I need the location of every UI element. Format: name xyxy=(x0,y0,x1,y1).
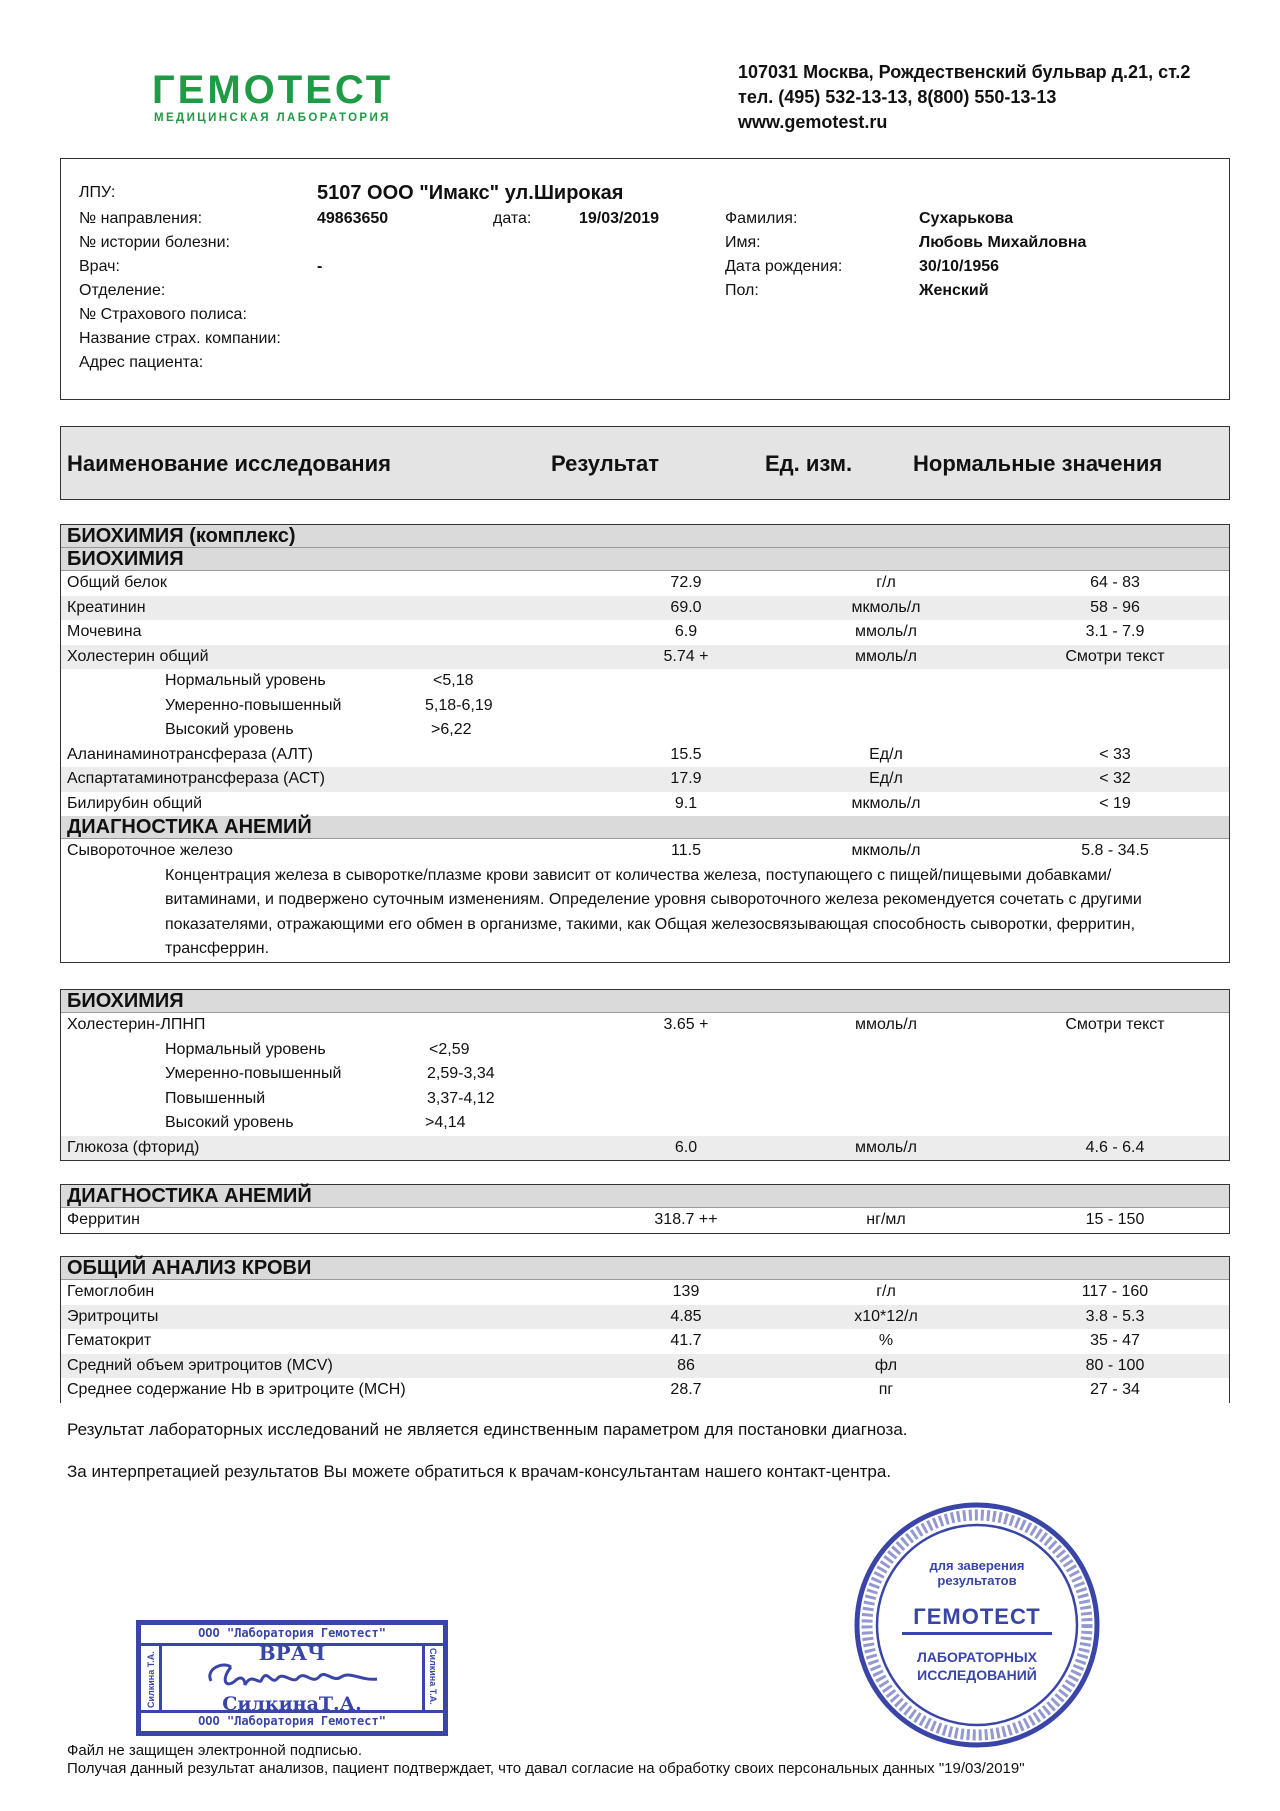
test-unit: г/л xyxy=(876,1283,896,1300)
round-stamp-line4: ИССЛЕДОВАНИЙ xyxy=(917,1667,1037,1683)
esign-note: Файл не защищен электронной подписью. xyxy=(67,1742,363,1759)
reference-row xyxy=(61,1038,1229,1063)
dob-label: Дата рождения: xyxy=(725,258,843,275)
insurer-label: Название страх. компании: xyxy=(79,330,281,347)
test-norm: 117 - 160 xyxy=(1081,1283,1149,1300)
column-name: Наименование исследования xyxy=(67,451,391,476)
test-result: 28.7 xyxy=(670,1381,702,1398)
table-row xyxy=(61,1378,1229,1403)
results-column-header xyxy=(60,426,1230,500)
reference-row xyxy=(61,1087,1229,1112)
test-unit: фл xyxy=(874,1356,898,1374)
table-row xyxy=(61,645,1229,670)
table-row xyxy=(61,1136,1229,1161)
test-result: 86 xyxy=(677,1356,695,1374)
test-name: Аспартатаминотрансфераза (АСТ) xyxy=(67,770,325,787)
test-result: 69.0 xyxy=(670,598,702,616)
section-title: БИОХИМИЯ xyxy=(61,990,1229,1013)
biochemistry-complex-block xyxy=(60,524,1230,963)
test-result: 72.9 xyxy=(670,574,702,591)
round-stamp-line2: результатов xyxy=(937,1573,1017,1588)
test-norm: 15 - 150 xyxy=(1085,1211,1145,1228)
lab-address: 107031 Москва, Рождественский бульвар д.21, ст.2 xyxy=(738,62,1191,82)
table-row xyxy=(61,571,1229,596)
lab-contacts xyxy=(738,60,1190,135)
section-title: БИОХИМИЯ (комплекс) xyxy=(61,525,1229,548)
doctor-value: - xyxy=(317,258,323,275)
test-unit: Ед/л xyxy=(869,770,903,787)
test-result: 11.5 xyxy=(671,842,701,859)
test-norm: 58 - 96 xyxy=(1090,598,1140,616)
date-value: 19/03/2019 xyxy=(579,210,660,227)
test-name: Глюкоза (фторид) xyxy=(67,1138,200,1156)
test-name: Билирубин общий xyxy=(67,794,203,812)
reference-name: Высокий уровень xyxy=(165,721,294,738)
column-result: Результат xyxy=(551,451,660,476)
table-row xyxy=(61,767,1229,792)
test-name: Холестерин общий xyxy=(67,647,209,665)
history-label: № истории болезни: xyxy=(79,234,230,251)
reference-row xyxy=(61,694,1229,719)
test-norm: 27 - 34 xyxy=(1090,1381,1140,1398)
test-unit: мкмоль/л xyxy=(851,598,921,616)
test-unit: Ед/л xyxy=(869,745,903,763)
table-row xyxy=(61,620,1229,645)
test-unit: ммоль/л xyxy=(855,1138,917,1156)
test-name: Среднее содержание Hb в эритроците (MCH) xyxy=(67,1381,406,1398)
round-stamp-text xyxy=(852,1558,1102,1588)
consultation-text: За интерпретацией результатов Вы можете обратиться к врачам-консультантам нашего контакт-центра. xyxy=(67,1462,892,1481)
reference-name: Умеренно-повышенный xyxy=(165,1065,342,1082)
table-row xyxy=(61,1208,1229,1233)
stamp-side-text-left: Силкина Т.А. xyxy=(146,1651,156,1708)
test-result: 3.65 + xyxy=(663,1016,709,1033)
test-name: Общий белок xyxy=(67,574,167,591)
table-row xyxy=(61,1013,1229,1038)
test-result: 41.7 xyxy=(670,1332,702,1349)
disclaimer-text: Результат лабораторных исследований не является единственным параметром для постановки диагноза. xyxy=(67,1420,908,1439)
test-unit: % xyxy=(878,1332,894,1349)
test-name: Ферритин xyxy=(67,1211,140,1228)
test-unit: ммоль/л xyxy=(855,623,917,640)
section-subtitle: ДИАГНОСТИКА АНЕМИЙ xyxy=(61,816,1229,839)
lab-phone: тел. (495) 532-13-13, 8(800) 550-13-13 xyxy=(738,87,1057,107)
test-result: 15.5 xyxy=(670,745,702,763)
test-result: 6.9 xyxy=(674,623,698,640)
round-stamp-divider xyxy=(902,1632,1052,1635)
lab-logo: ГЕМОТЕСТ xyxy=(152,68,394,112)
surname-label: Фамилия: xyxy=(725,210,798,227)
sex-value: Женский xyxy=(919,282,989,299)
reference-value: 5,18-6,19 xyxy=(425,696,493,714)
test-result: 4.85 xyxy=(670,1307,702,1325)
consent-note: Получая данный результат анализов, пациент подтверждает, что давал согласие на обработку своих персональных данных "19/03/2019" xyxy=(67,1760,1025,1777)
test-unit: пг xyxy=(878,1381,894,1398)
section-title: ОБЩИЙ АНАЛИЗ КРОВИ xyxy=(61,1257,1229,1280)
round-stamp-bottom-text xyxy=(852,1648,1102,1684)
test-result: 5.74 + xyxy=(663,647,709,665)
test-name: Гемоглобин xyxy=(67,1283,155,1300)
policy-label: № Страхового полиса: xyxy=(79,306,247,323)
address-label: Адрес пациента: xyxy=(79,354,204,371)
test-norm: Смотри текст xyxy=(1065,1016,1165,1033)
stamp-bottom-text: ООО "Лаборатория Гемотест" xyxy=(141,1710,443,1731)
test-norm: < 33 xyxy=(1099,745,1131,763)
reference-row xyxy=(61,669,1229,694)
reference-value: <5,18 xyxy=(433,672,474,689)
test-norm: < 19 xyxy=(1099,794,1131,812)
dob-value: 30/10/1956 xyxy=(919,258,1000,275)
referral-label: № направления: xyxy=(79,210,203,227)
lpu-label: ЛПУ: xyxy=(79,184,116,201)
reference-row xyxy=(61,1111,1229,1136)
lab-logo-subtitle: МЕДИЦИНСКАЯ ЛАБОРАТОРИЯ xyxy=(154,112,391,124)
test-norm: 64 - 83 xyxy=(1090,574,1140,591)
section-subtitle: БИОХИМИЯ xyxy=(61,548,1229,571)
date-label: дата: xyxy=(493,210,532,227)
name-label: Имя: xyxy=(725,234,761,251)
round-stamp-line1: для заверения xyxy=(929,1558,1025,1573)
patient-info-box xyxy=(60,158,1230,400)
test-norm: < 32 xyxy=(1099,770,1131,787)
reference-row xyxy=(61,1062,1229,1087)
test-result: 9.1 xyxy=(674,794,698,812)
reference-value: >4,14 xyxy=(425,1114,466,1131)
test-unit: ммоль/л xyxy=(855,1016,917,1033)
reference-value: >6,22 xyxy=(431,721,472,738)
test-norm: 3.1 - 7.9 xyxy=(1085,623,1145,640)
reference-value: 2,59-3,34 xyxy=(427,1065,495,1082)
test-unit: мкмоль/л xyxy=(851,794,921,812)
reference-name: Нормальный уровень xyxy=(165,672,326,689)
test-result: 6.0 xyxy=(674,1138,698,1156)
round-stamp-logo: ГЕМОТЕСТ xyxy=(913,1604,1041,1629)
test-result: 17.9 xyxy=(670,770,702,787)
test-name: Креатинин xyxy=(67,598,146,616)
test-name: Мочевина xyxy=(67,623,142,640)
test-norm: 5.8 - 34.5 xyxy=(1081,842,1149,859)
reference-row xyxy=(61,718,1229,743)
doctor-stamp xyxy=(136,1620,448,1736)
test-unit: г/л xyxy=(876,574,896,591)
referral-value: 49863650 xyxy=(317,210,389,227)
test-result: 139 xyxy=(672,1283,700,1300)
lab-round-stamp xyxy=(852,1500,1102,1750)
stamp-top-text: ООО "Лаборатория Гемотест" xyxy=(141,1625,443,1646)
test-norm: Смотри текст xyxy=(1065,647,1165,665)
test-name: Эритроциты xyxy=(67,1307,159,1325)
reference-name: Умеренно-повышенный xyxy=(165,696,342,714)
test-name: Аланинаминотрансфераза (АЛТ) xyxy=(67,745,314,763)
test-name: Сывороточное железо xyxy=(67,842,233,859)
test-name: Холестерин-ЛПНП xyxy=(67,1016,206,1033)
test-result: 318.7 ++ xyxy=(654,1211,718,1228)
test-norm: 4.6 - 6.4 xyxy=(1085,1138,1145,1156)
table-row xyxy=(61,1305,1229,1330)
blood-count-block xyxy=(60,1256,1230,1403)
reference-name: Высокий уровень xyxy=(165,1114,294,1131)
stamp-doctor-name: СилкинаТ.А. xyxy=(222,1693,362,1715)
table-row xyxy=(61,596,1229,621)
surname-value: Сухарькова xyxy=(919,210,1014,227)
test-name: Средний объем эритроцитов (MCV) xyxy=(67,1356,333,1374)
table-row xyxy=(61,792,1229,817)
sex-label: Пол: xyxy=(725,282,759,299)
reference-value: 3,37-4,12 xyxy=(427,1089,495,1107)
column-unit: Ед. изм. xyxy=(765,451,853,476)
lab-website: www.gemotest.ru xyxy=(738,112,888,132)
table-row xyxy=(61,1280,1229,1305)
iron-note: Концентрация железа в сыворотке/плазме крови зависит от количества железа, поступающего с пищей/пищевыми добавками/витаминами, и подвержено суточным изменениям. Определение уровня сывороточного железа рекомендуется сочетать с другими показателями, отражающими его обмен в организме, такими, как Общая железосвязывающая способность сыворотки, ферритин, трансферрин. xyxy=(165,866,1142,957)
reference-value: <2,59 xyxy=(429,1040,470,1058)
department-label: Отделение: xyxy=(79,282,166,299)
anemia-block xyxy=(60,1184,1230,1234)
test-norm: 3.8 - 5.3 xyxy=(1085,1307,1145,1325)
test-unit: ммоль/л xyxy=(855,647,917,665)
table-row xyxy=(61,1329,1229,1354)
test-norm: 35 - 47 xyxy=(1090,1332,1140,1349)
test-unit: мкмоль/л xyxy=(851,842,921,859)
section-title: ДИАГНОСТИКА АНЕМИЙ xyxy=(61,1185,1229,1208)
doctor-signature xyxy=(201,1659,391,1695)
round-stamp-line3: ЛАБОРАТОРНЫХ xyxy=(917,1649,1037,1665)
doctor-label: Врач: xyxy=(79,258,120,275)
lpu-value: 5107 ООО "Имакс" ул.Широкая xyxy=(317,182,624,204)
test-unit: нг/мл xyxy=(866,1211,906,1228)
name-value: Любовь Михайловна xyxy=(919,234,1087,251)
table-row xyxy=(61,743,1229,768)
test-name: Гематокрит xyxy=(67,1332,152,1349)
biochemistry-block xyxy=(60,989,1230,1161)
stamp-side-text-right: Силкина Т.А. xyxy=(428,1648,438,1705)
reference-name: Повышенный xyxy=(165,1089,266,1107)
reference-name: Нормальный уровень xyxy=(165,1040,326,1058)
table-row xyxy=(61,839,1229,864)
test-norm: 80 - 100 xyxy=(1085,1356,1145,1374)
column-norm: Нормальные значения xyxy=(913,451,1163,476)
stamp-title: ВРАЧ xyxy=(258,1641,326,1665)
test-unit: x10*12/л xyxy=(854,1307,918,1325)
table-row xyxy=(61,1354,1229,1379)
